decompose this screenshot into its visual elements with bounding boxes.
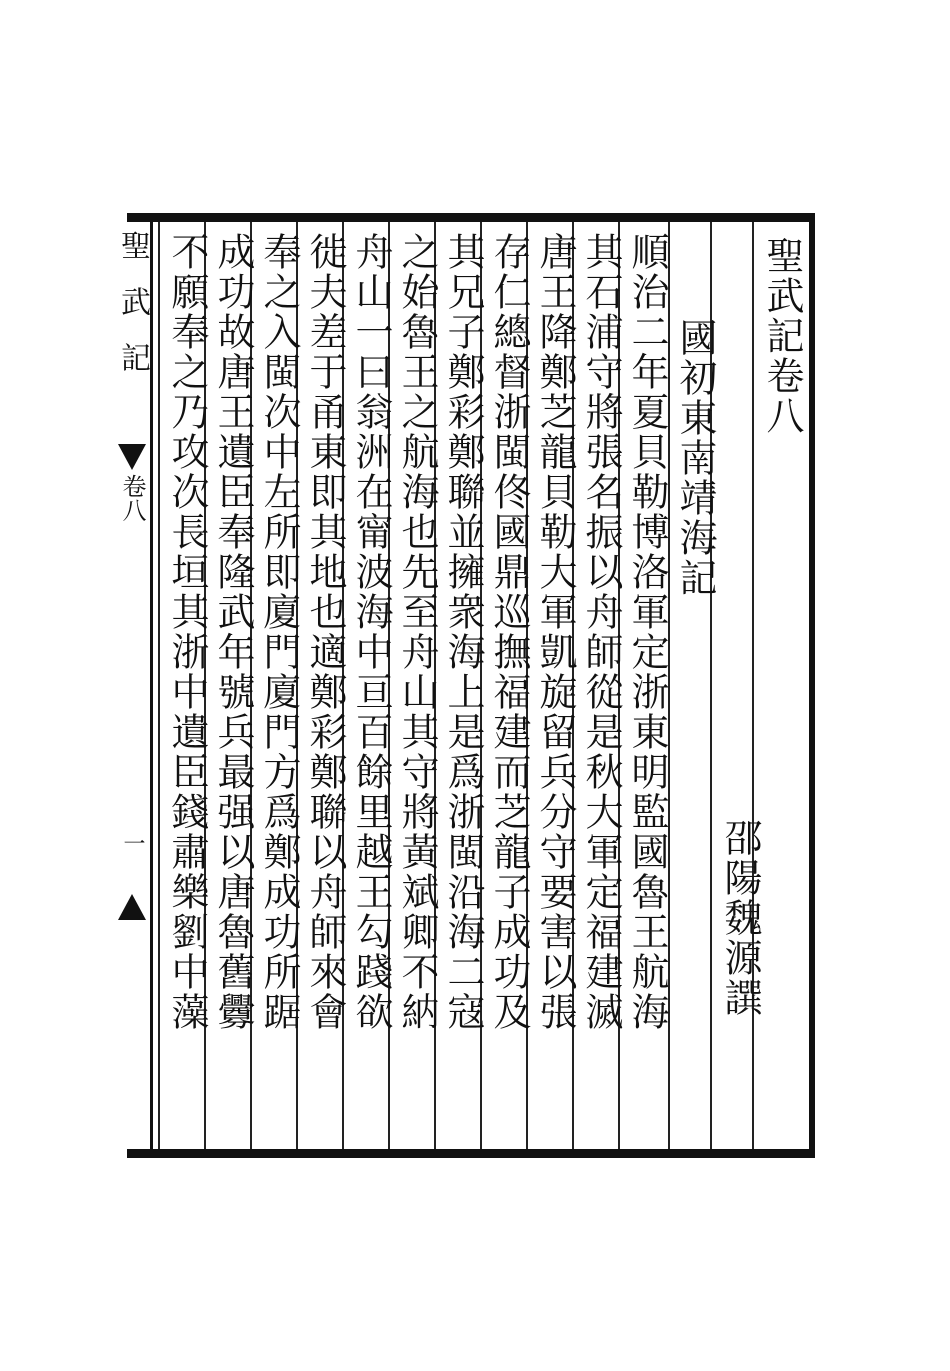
- text-column: 唐王降鄭芝龍貝勒大軍凱旋留兵分守要害以張: [533, 232, 577, 1032]
- text-column: 不願奉之乃攻次長垣其浙中遺臣錢肅樂劉中藻: [165, 232, 209, 1032]
- frame-bottom-extension: [127, 1149, 157, 1158]
- fish-tail-lower: [118, 894, 146, 920]
- fish-tail-upper: [118, 444, 146, 470]
- text-column: 順治二年夏貝勒博洛軍定浙東明監國魯王航海: [625, 232, 669, 1032]
- text-column: 成功故唐王遺臣奉隆武年號兵最强以唐魯舊釁: [211, 232, 255, 1032]
- text-column: 存仁總督浙閩佟國鼎巡撫福建而芝龍子成功及: [487, 232, 531, 1032]
- chapter-title: 國初東南靖海記: [673, 318, 717, 598]
- margin-volume: 卷八: [118, 474, 146, 522]
- frame-top-extension: [127, 213, 157, 222]
- author-line: 邵陽魏源譔: [718, 818, 762, 1018]
- text-column: 奉之入閩次中左所即廈門廈門方爲鄭成功所踞: [257, 232, 301, 1032]
- text-column: 其兄子鄭彩鄭聯並擁衆海上是爲浙閩沿海二寇: [441, 232, 485, 1032]
- text-column: 之始魯王之航海也先至舟山其守將黃斌卿不納: [395, 232, 439, 1032]
- margin-column: [114, 222, 150, 1149]
- column-rule: [158, 222, 160, 1149]
- margin-page-number: 一: [120, 832, 145, 854]
- margin-title: 聖武記: [115, 230, 150, 398]
- text-column: 舟山一曰翁洲在甯波海中亘百餘里越王勾踐欲: [349, 232, 393, 1032]
- text-column: 其石浦守將張名振以舟師從是秋大軍定福建滅: [579, 232, 623, 1032]
- text-column: 徙夫差于甬東即其地也適鄭彩鄭聯以舟師來會: [303, 232, 347, 1032]
- book-title: 聖武記卷八: [760, 236, 804, 436]
